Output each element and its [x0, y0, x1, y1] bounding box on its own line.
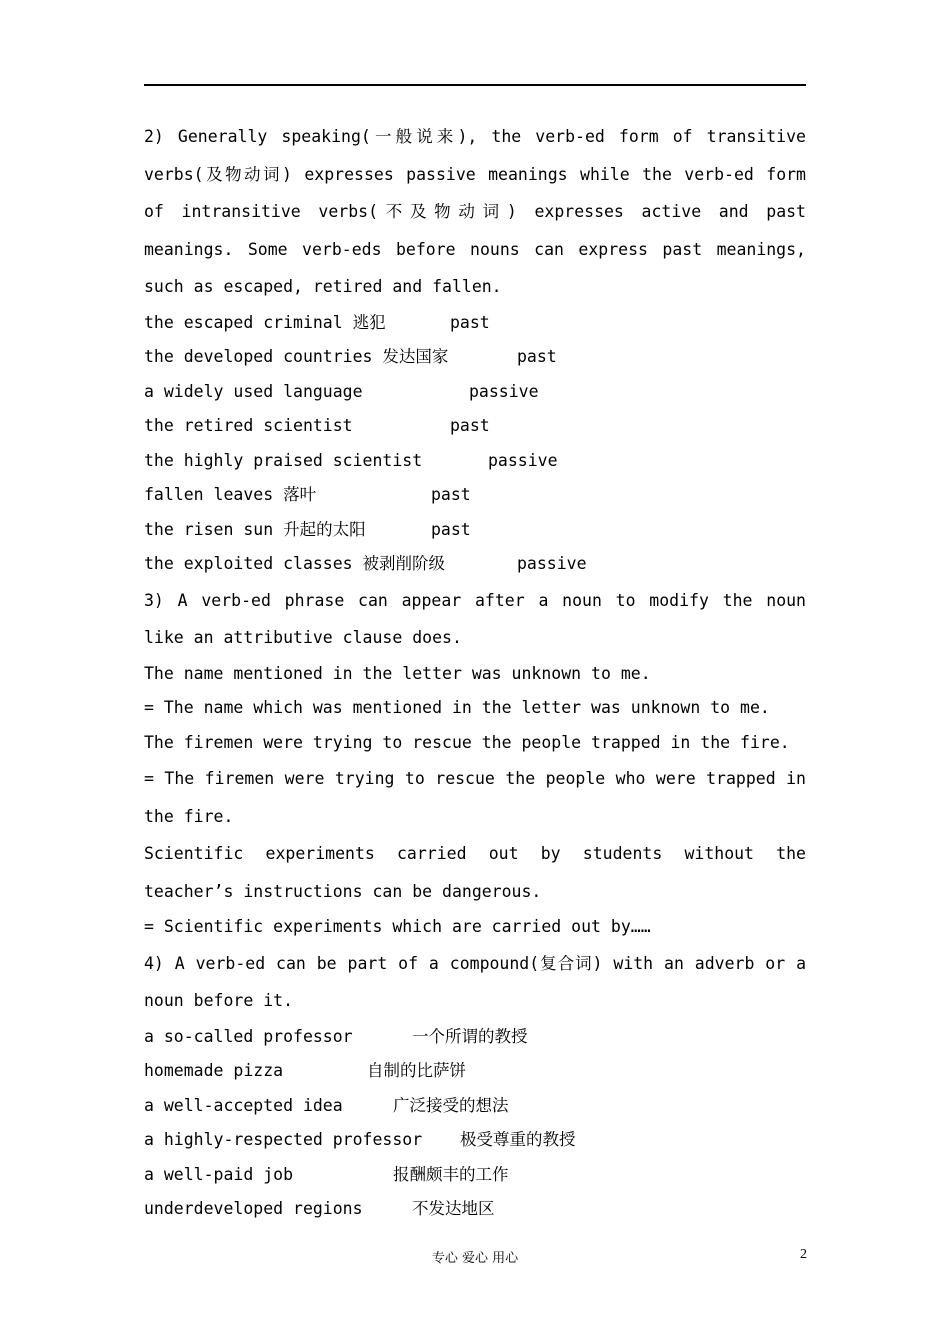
paragraph-3: 3) A verb-ed phrase can appear after a noun to modify the noun like an attributive clause does.: [144, 590, 806, 647]
examples-verb-ed-list: [144, 306, 806, 582]
list-item: [144, 1054, 806, 1089]
page-content: [144, 118, 806, 1227]
list-item: [144, 1192, 806, 1227]
list-item: [144, 1089, 806, 1124]
example-phrase: a so-called professor: [144, 1026, 353, 1046]
page-footer: [0, 1247, 950, 1269]
example-translation: 自制的比萨饼: [367, 1061, 466, 1080]
example-phrase: the retired scientist: [144, 416, 353, 435]
example-sentence: = Scientific experiments which are carried out by……: [144, 917, 651, 936]
example-sentence: Scientific experiments carried out by students without the teacher’s instructions can be dangerous.: [144, 844, 806, 901]
example-tag: passive: [488, 450, 558, 470]
list-item: [144, 547, 806, 582]
example-phrase: the escaped criminal 逃犯: [144, 312, 386, 332]
example-sentence: = The firemen were trying to rescue the people who were trapped in the fire.: [144, 769, 806, 826]
example-phrase: a well-paid job: [144, 1164, 294, 1184]
example-tag: past: [517, 347, 557, 366]
example-translation: 极受尊重的教授: [460, 1130, 576, 1149]
list-item: [144, 1158, 806, 1193]
example-sentence: The name mentioned in the letter was unknown to me.: [144, 663, 651, 683]
example-phrase: homemade pizza: [144, 1061, 284, 1080]
examples-compound-list: [144, 1020, 806, 1227]
example-sentence: = The name which was mentioned in the letter was unknown to me.: [144, 698, 770, 717]
example-tag: past: [431, 519, 471, 539]
list-item: [144, 478, 806, 513]
list-item: [144, 375, 806, 410]
example-phrase: fallen leaves 落叶: [144, 485, 317, 504]
example-phrase: the developed countries 发达国家: [144, 347, 449, 366]
paragraph-2: 2) Generally speaking(一般说来), the verb-ed form of transitive verbs(及物动词) expresses passive meanings while the verb-ed form of intransitive verbs(不及物动词) expresses active and past meanings. Some verb-eds before nouns can express past meanings, such as escaped, retired and fallen.: [144, 127, 806, 296]
list-item: [144, 1020, 806, 1055]
example-tag: past: [450, 312, 490, 332]
example-translation: 报酬颇丰的工作: [393, 1164, 509, 1184]
list-item: [144, 340, 806, 375]
example-phrase: the risen sun 升起的太阳: [144, 519, 366, 539]
example-translation: 广泛接受的想法: [393, 1095, 509, 1115]
list-item: [144, 306, 806, 341]
list-item: [144, 1123, 806, 1158]
example-translation: 一个所谓的教授: [412, 1026, 528, 1046]
header-rule: [144, 84, 806, 86]
example-phrase: the highly praised scientist: [144, 450, 423, 470]
example-translation: 不发达地区: [412, 1199, 495, 1218]
example-tag: past: [450, 416, 490, 435]
example-sentence: The firemen were trying to rescue the people trapped in the fire.: [144, 732, 790, 752]
page-number: 2: [800, 1247, 807, 1262]
paragraph-4: 4) A verb-ed can be part of a compound(复合词) with an adverb or a noun before it.: [144, 953, 806, 1010]
list-item: [144, 513, 806, 548]
example-phrase: a well-accepted idea: [144, 1095, 343, 1115]
footer-motto: 专心 爱心 用心: [431, 1251, 519, 1266]
example-tag: passive: [469, 381, 539, 401]
example-phrase: a widely used language: [144, 381, 363, 401]
example-tag: passive: [517, 554, 587, 573]
list-item: [144, 444, 806, 479]
list-item: [144, 409, 806, 444]
example-phrase: underdeveloped regions: [144, 1199, 363, 1218]
example-tag: past: [431, 485, 471, 504]
example-phrase: the exploited classes 被剥削阶级: [144, 554, 446, 573]
example-phrase: a highly-respected professor: [144, 1130, 423, 1149]
